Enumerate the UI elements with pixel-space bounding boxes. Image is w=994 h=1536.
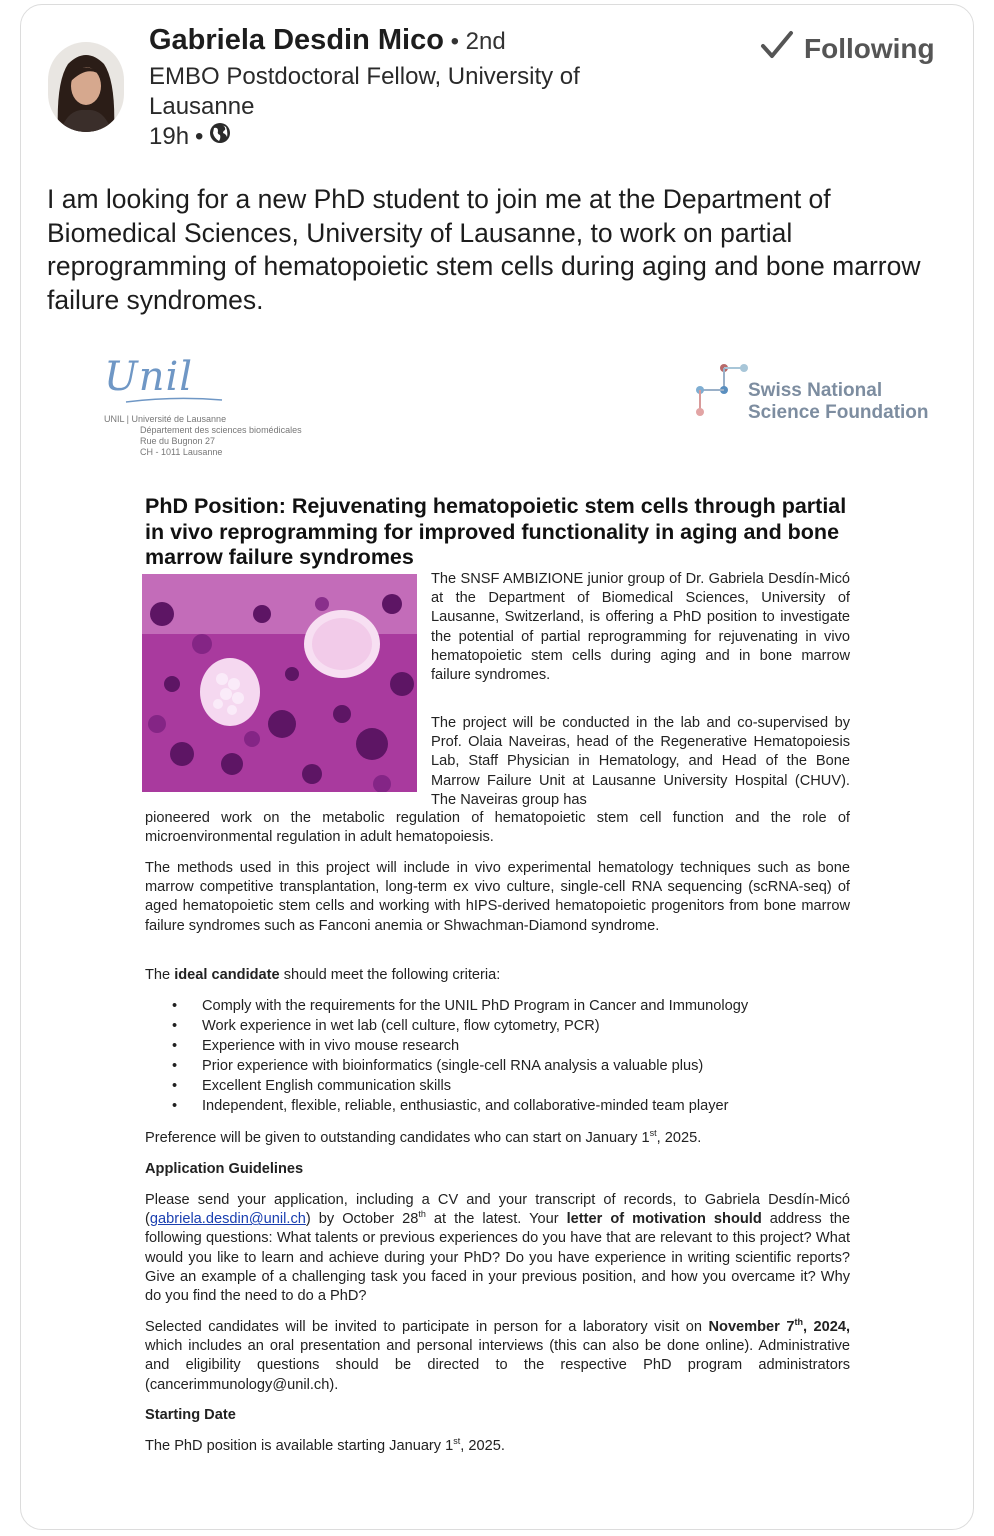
author-avatar[interactable] <box>48 42 124 132</box>
starting-date-heading: Starting Date <box>145 1407 236 1423</box>
ideal-candidate-intro <box>145 966 850 985</box>
superscript: st <box>453 1436 461 1447</box>
text-span: The PhD position is available starting January 1 <box>145 1438 454 1454</box>
unil-logo <box>104 354 302 457</box>
snsf-line2: Science Foundation <box>748 402 929 423</box>
intro-paragraph: The SNSF AMBIZIONE junior group of Dr. Gabriela Desdín-Micó at the Department of Biomedical Sciences, University of Lausanne, Switzerland, is offering a PhD position to investigate the potential of partial reprogramming for rejuvenating in vivo hematopoietic stem cells during aging and in bone marrow failure syndromes. <box>431 571 850 684</box>
post-text: I am looking for a new PhD student to join me at the Department of Biomedical Sciences, University of Lausanne, to work on partial reprogramming of hematopoietic stem cells during aging and bone marrow failure syndromes. <box>47 184 921 315</box>
text-span: which includes an oral presentation and personal interviews (this can also be done online). Administrative and eligibility questions should be directed to the respective PhD program administrators (cancerimmunology@unil.ch). <box>145 1338 850 1393</box>
snsf-name <box>748 380 929 424</box>
connection-degree: 2nd <box>465 28 506 55</box>
microscopy-image <box>142 574 417 792</box>
unil-logo-text: Unil <box>104 354 194 400</box>
unil-address-line: UNIL | Université de Lausanne <box>104 414 227 424</box>
list-item: • Comply with the requirements for the UNIL PhD Program in Cancer and Immunology <box>172 996 872 1016</box>
text-span: Please send your application, including a CV and your transcript of records, to Gabriela Desdín-Micó ( <box>145 1192 850 1228</box>
snsf-line1: Swiss National <box>748 380 883 401</box>
time-separator: • <box>195 122 204 150</box>
date-bold: November 7 <box>708 1319 795 1335</box>
list-item: • Excellent English communication skills <box>172 1076 872 1096</box>
motivation-bold: letter of motivation should <box>566 1211 762 1228</box>
ideal-candidate-bold: ideal candidate <box>174 967 280 983</box>
text-span: address the following questions: What talents or previous experiences do you have that are relevant to this project? What would you like to learn and achieve during your PhD? Do you have experience in writing scientific reports? Give an example of a challenging task you faced in your previous position, and how you overcame it? Why do you find the need to do a PhD? <box>145 1211 850 1305</box>
unil-address-line: CH - 1011 Lausanne <box>140 447 223 457</box>
superscript: th <box>418 1209 426 1220</box>
snsf-logo-mark <box>694 362 748 422</box>
text-span: ) by October 28 <box>305 1211 419 1228</box>
post-meta <box>149 122 231 151</box>
author-name[interactable]: Gabriela Desdin Mico <box>149 24 444 56</box>
author-line <box>149 24 506 57</box>
text-span: , 2025. <box>460 1438 505 1454</box>
text-span: Preference will be given to outstanding candidates who can start on January 1 <box>145 1130 650 1146</box>
following-button[interactable] <box>760 30 935 67</box>
document-title: PhD Position: Rejuvenating hematopoietic stem cells through partial in vivo reprogramming for improved functionality in aging and bone marrow failure syndromes <box>145 494 847 569</box>
project-paragraph-cont: pioneered work on the metabolic regulation of hematopoietic stem cell function and the role of microenvironmental regulation in adult hematopoiesis. <box>145 810 850 846</box>
text-span: should meet the following criteria: <box>279 967 501 983</box>
criteria-list <box>172 996 872 1116</box>
following-label: Following <box>804 32 935 64</box>
text-span: , 2025. <box>656 1130 702 1146</box>
list-item: • Independent, flexible, reliable, enthusiastic, and collaborative-minded team player <box>172 1096 872 1116</box>
list-item: • Prior experience with bioinformatics (single-cell RNA analysis a valuable plus) <box>172 1056 872 1076</box>
unil-address-line: Rue du Bugnon 27 <box>140 436 216 446</box>
date-bold: , 2024, <box>802 1319 850 1335</box>
application-paragraph <box>145 1191 850 1306</box>
methods-paragraph: The methods used in this project will include in vivo experimental hematology techniques such as bone marrow competitive transplantation, long-term ex vivo culture, single-cell RNA sequencing (scRNA-seq) of aged hematopoietic stem cells and working with hIPS-derived hematopoietic progenitors from bone marrow failure syndromes such as Fanconi anemia or Shwachman-Diamond syndrome. <box>145 860 850 934</box>
unil-address-line: Département des sciences biomédicales <box>140 425 302 435</box>
superscript: th <box>794 1317 803 1328</box>
snsf-logo <box>694 362 934 422</box>
email-link[interactable]: gabriela.desdin@unil.ch <box>149 1211 306 1228</box>
application-heading: Application Guidelines <box>145 1161 304 1177</box>
unil-address <box>104 414 302 458</box>
text-span: Selected candidates will be invited to participate in person for a laboratory visit on <box>145 1319 709 1335</box>
starting-date-paragraph <box>145 1437 850 1456</box>
globe-icon <box>209 122 231 151</box>
list-item: • Work experience in wet lab (cell culture, flow cytometry, PCR) <box>172 1016 872 1036</box>
list-item: • Experience with in vivo mouse research <box>172 1036 872 1056</box>
preference-paragraph <box>145 1129 850 1148</box>
text-span: at the latest. Your <box>425 1211 567 1228</box>
post-time: 19h <box>149 122 190 150</box>
text-span: The <box>145 967 175 983</box>
separator-dot: • <box>443 28 466 55</box>
author-headline: EMBO Postdoctoral Fellow, University of Lausanne <box>149 63 580 120</box>
attached-document[interactable] <box>40 340 954 1480</box>
checkmark-icon <box>760 30 794 67</box>
selection-paragraph <box>145 1318 850 1395</box>
superscript: st <box>649 1128 657 1139</box>
project-paragraph: The project will be conducted in the lab and co-supervised by Prof. Olaia Naveiras, head of the Regenerative Hematopoiesis Lab, Staff Physician in Hematology, and Head of the Bone Marrow Failure Unit at Lausanne University Hospital (CHUV). The Naveiras group has <box>431 715 850 808</box>
